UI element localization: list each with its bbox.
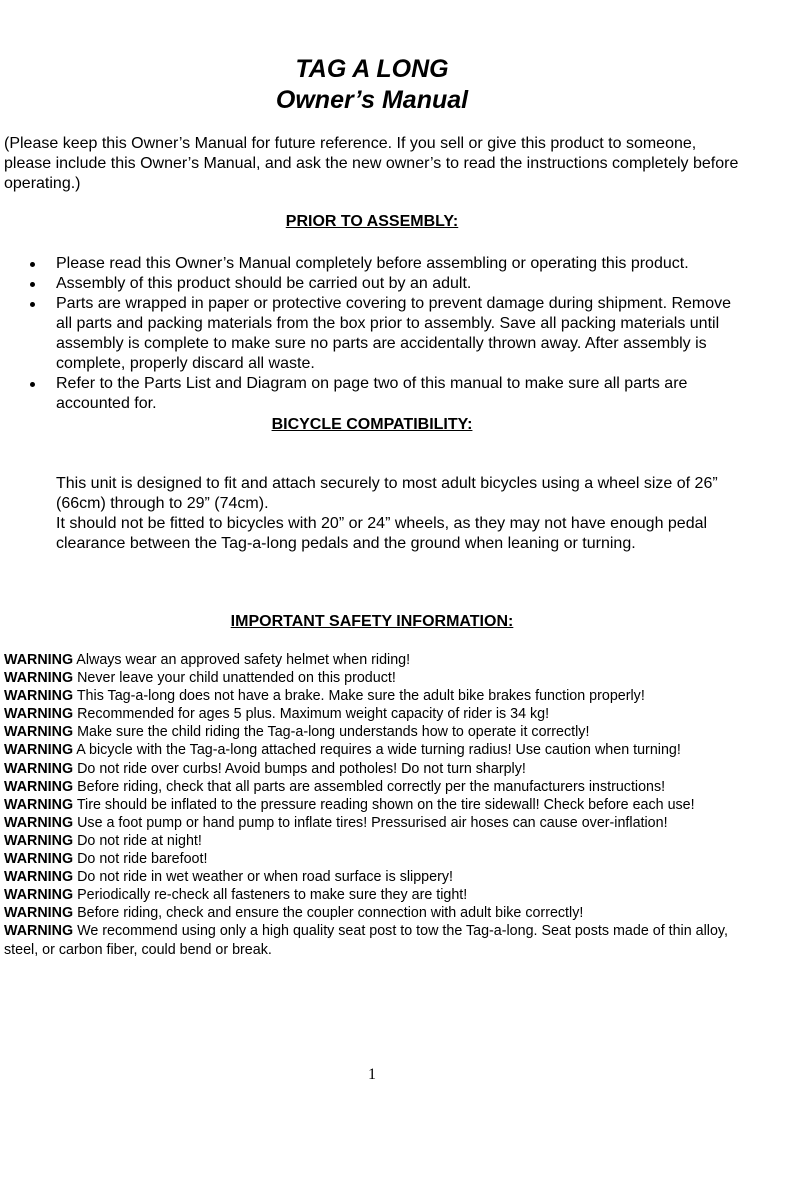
- warning-text: Always wear an approved safety helmet when riding!: [76, 652, 411, 668]
- warning-row: [4, 814, 744, 832]
- warning-label: WARNING: [4, 652, 74, 668]
- intro-paragraph: (Please keep this Owner’s Manual for future reference. If you sell or give this product to someone, please include this Owner’s Manual, and ask the new owner’s to read the instructions completely before operating.): [4, 135, 739, 192]
- list-item: Please read this Owner’s Manual completely before assembling or operating this product.: [24, 254, 744, 274]
- warning-text: Periodically re-check all fasteners to make sure they are tight!: [77, 887, 468, 904]
- warning-row: [4, 705, 744, 723]
- warning-label: WARNING: [4, 814, 74, 831]
- warning-label: WARNING: [4, 778, 74, 795]
- warning-text: A bicycle with the Tag-a-long attached requires a wide turning radius! Use caution when turning!: [76, 742, 681, 759]
- warning-row: [4, 868, 744, 886]
- warning-row: [4, 741, 744, 759]
- warning-label: WARNING: [4, 851, 74, 868]
- warning-row: [4, 723, 744, 741]
- warning-text: Do not ride over curbs! Avoid bumps and potholes! Do not turn sharply!: [77, 760, 526, 777]
- warning-label: WARNING: [4, 670, 74, 687]
- safety-heading: IMPORTANT SAFETY INFORMATION:: [230, 613, 514, 630]
- warning-text: Make sure the child riding the Tag-a-long understands how to operate it correctly!: [77, 724, 590, 741]
- warning-text: Use a foot pump or hand pump to inflate tires! Pressurised air hoses can cause over-inflation!: [77, 814, 668, 831]
- warning-row: [4, 832, 744, 850]
- warning-text: Tire should be inflated to the pressure reading shown on the tire sidewall! Check before each use!: [76, 796, 695, 813]
- list-item: Refer to the Parts List and Diagram on page two of this manual to make sure all parts are accounted for.: [24, 374, 744, 414]
- warning-label: WARNING: [4, 760, 74, 777]
- warning-text: Before riding, check that all parts are assembled correctly per the manufacturers instructions!: [77, 778, 666, 795]
- warning-row: [4, 651, 744, 669]
- warning-row: [4, 886, 744, 904]
- warning-label: WARNING: [4, 688, 74, 705]
- compatibility-paragraph-2: It should not be fitted to bicycles with 20” or 24” wheels, as they may not have enough pedal clearance between the Tag-a-long pedals and the ground when leaning or turning.: [56, 515, 708, 552]
- prior-assembly-heading: PRIOR TO ASSEMBLY:: [285, 213, 459, 230]
- warning-label: WARNING: [4, 923, 74, 940]
- document-title: TAG A LONG: [295, 55, 449, 83]
- warning-text: Do not ride in wet weather or when road surface is slippery!: [77, 869, 453, 886]
- warning-row: [4, 922, 744, 958]
- warning-label: WARNING: [4, 869, 74, 886]
- list-item: Assembly of this product should be carried out by an adult.: [24, 274, 744, 294]
- warning-text: This Tag-a-long does not have a brake. Make sure the adult bike brakes function properly!: [76, 688, 645, 705]
- warning-row: [4, 760, 744, 778]
- warning-label: WARNING: [4, 905, 74, 922]
- warnings-list: [4, 651, 744, 959]
- warning-row: [4, 796, 744, 814]
- warning-label: WARNING: [4, 706, 74, 723]
- list-item: Parts are wrapped in paper or protective covering to prevent damage during shipment. Remove all parts and packing materials from the box prior to assembly. Save all packing materials until assembly is complete to make sure no parts are accidentally thrown away. After assembly is complete, properly discard all waste.: [24, 294, 744, 374]
- warning-text: Before riding, check and ensure the coupler connection with adult bike correctly!: [77, 905, 584, 922]
- warning-label: WARNING: [4, 832, 74, 849]
- warning-text: We recommend using only a high quality seat post to tow the Tag-a-long. Seat posts made of thin alloy, steel, or carbon fiber, could bend or break.: [4, 923, 728, 958]
- warning-row: [4, 687, 744, 705]
- warning-text: Do not ride at night!: [77, 832, 202, 849]
- bicycle-compatibility-heading: BICYCLE COMPATIBILITY:: [271, 416, 473, 433]
- compatibility-section: [56, 474, 746, 554]
- warning-label: WARNING: [4, 887, 74, 904]
- warning-row: [4, 778, 744, 796]
- warning-text: Never leave your child unattended on this product!: [77, 670, 396, 687]
- warning-label: WARNING: [4, 796, 74, 813]
- warning-text: Recommended for ages 5 plus. Maximum weight capacity of rider is 34 kg!: [77, 706, 550, 723]
- warning-label: WARNING: [4, 742, 74, 759]
- prior-assembly-list: [24, 254, 744, 414]
- warning-text: Do not ride barefoot!: [77, 851, 208, 868]
- warning-row: [4, 669, 744, 687]
- compatibility-paragraph-1: This unit is designed to fit and attach securely to most adult bicycles using a wheel size of 26” (66cm) through to 29” (74cm).: [56, 475, 718, 512]
- document-subtitle: Owner’s Manual: [275, 86, 469, 114]
- warning-row: [4, 850, 744, 868]
- page-number: 1: [368, 1066, 376, 1083]
- warning-label: WARNING: [4, 724, 74, 741]
- warning-row: [4, 904, 744, 922]
